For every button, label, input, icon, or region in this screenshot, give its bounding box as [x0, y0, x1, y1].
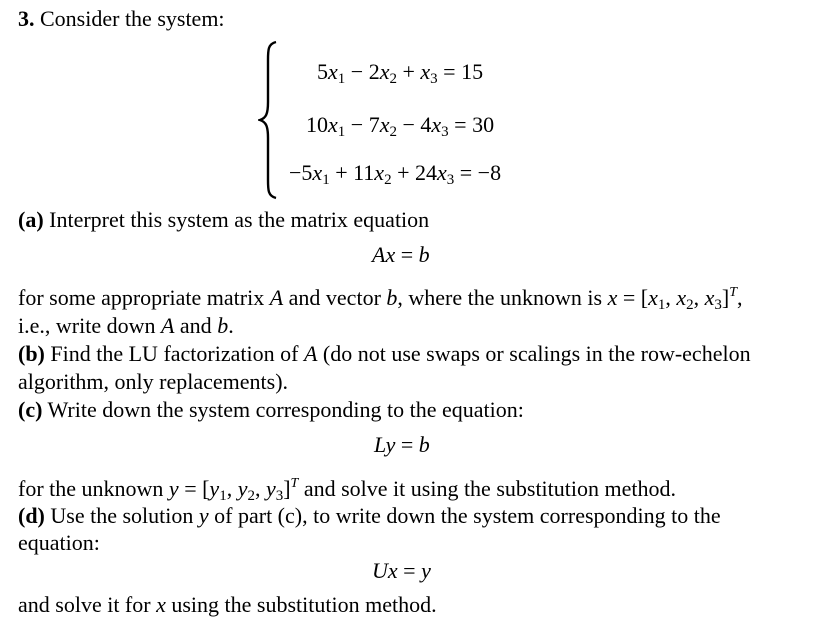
part-a-heading: (a) Interpret this system as the matrix equation [18, 207, 430, 232]
part-b-line2: algorithm, only replacements). [18, 369, 289, 394]
part-d-line3: and solve it for x using the substitution method. [18, 592, 437, 617]
part-a-line3: i.e., write down A and b. [18, 313, 234, 338]
display-equation-ux-y: Ux = y [372, 558, 431, 583]
equation-3: $-5x_1 + 11x_2 + 24x_3 = -8$ [289, 160, 502, 188]
equation-1: $5x_1 - 2x_2 + x_3 = 15$ [317, 59, 484, 87]
problem-heading [18, 6, 225, 32]
problem-intro: Consider the system: [40, 6, 225, 31]
part-b-line1: (b) Find the LU factorization of A (do not use swaps or scalings in the row-echelon [18, 341, 751, 366]
part-c-heading: (c) Write down the system corresponding to the equation: [18, 397, 524, 422]
left-brace [258, 40, 280, 200]
display-equation-ax-b: Ax = b [372, 242, 430, 267]
display-equation-ly-b: Ly = b [374, 432, 430, 457]
part-a-line2: for some appropriate matrix A and vector b, where the unknown is $x = [x_1$, $x_2$, $x_3]^T$, [18, 285, 743, 313]
part-c-line2: for the unknown $y = [y_1$, $y_2$, $y_3]^T$ and solve it using the substitution method. [18, 476, 676, 504]
part-d-line2: equation: [18, 530, 100, 555]
equation-2: $10x_1 - 7x_2 - 4x_3 = 30$ [306, 112, 495, 140]
problem-number: 3. [18, 6, 35, 31]
part-d-line1: (d) Use the solution y of part (c), to write down the system corresponding to the [18, 503, 721, 528]
